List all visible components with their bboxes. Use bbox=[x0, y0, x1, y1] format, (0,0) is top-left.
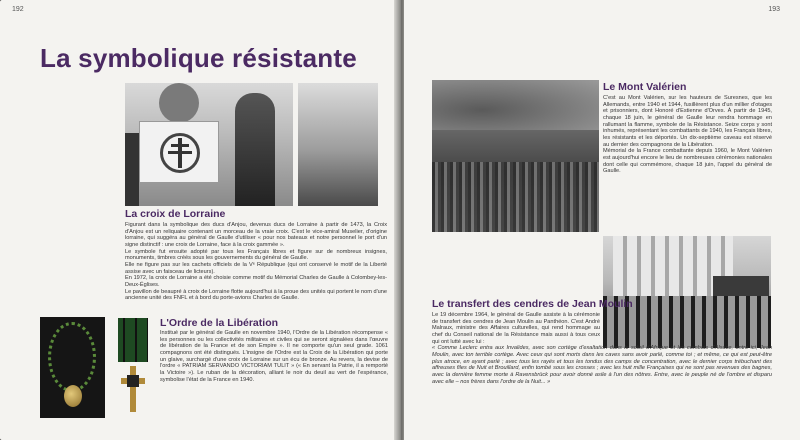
photo-order-collar bbox=[40, 317, 105, 418]
page-title: La symbolique résistante bbox=[40, 43, 357, 73]
section-heading: L'Ordre de la Libération bbox=[160, 317, 279, 329]
paragraph: Institué par le général de Gaulle en novembre 1940, l'Ordre de la Libération récompense « les personnes ou les collectivités militaires et civiles qui se seront signalées dans l'œuvre de libération de la France et de son Empire ». Il ne comporte qu'un seul grade. 1061 compagnons ont été distingués. L'insigne de l'Ordre est la Croix de la Libération qui porte un glaive, surchargé d'une croix de Lorraine sur un écu de bronze. Au revers, la devise de l'ordre « PATRIAM SERVANDO VICTORIAM TULIT » (« En servant la Patrie, il a remporté la Victoire »). Le ruban de la décoration, alliant le noir du deuil au vert de l'espérance, symbolise l'état de la France en 1940. bbox=[160, 330, 388, 383]
section-body bbox=[160, 330, 388, 383]
section-mont-valerien bbox=[603, 81, 772, 175]
left-page bbox=[0, 0, 398, 440]
section-croix-de-lorraine bbox=[125, 208, 387, 302]
paragraph: Figurant dans la symbolique des ducs d'Anjou, devenus ducs de Lorraine à partir de 1473, la Croix d'Anjou est un reliquaire contenant un morceau de la vraie croix. C'est le vice-amiral Muselier, d'origine lorraine, qui suggéra au général de Gaulle d'utiliser « pour nos bateaux et notre personnel le port d'un signe distinctif : une croix de Lorraine, face à la croix gammée ». bbox=[125, 222, 387, 248]
photo-ceremony bbox=[298, 83, 378, 206]
section-jean-moulin bbox=[432, 298, 772, 385]
photo-mont-valerien-ceremony bbox=[432, 80, 599, 232]
section-heading: Le transfert des cendres de Jean Moulin bbox=[432, 298, 633, 310]
photo-figure bbox=[159, 83, 199, 123]
paragraph: En 1972, la croix de Lorraine a été choisie comme motif du Mémorial Charles de Gaulle à Colombey-les-Deux-Églises. bbox=[125, 275, 387, 288]
paragraph: Elle ne figure pas sur les cachets officiels de la Vᵉ République (qui ont conservé le motif de la Liberté assise avec un faisceau de licteurs). bbox=[125, 261, 387, 275]
photo-liberation-cross-medal bbox=[114, 318, 152, 418]
photo-figure bbox=[235, 93, 275, 206]
page-number-left: 192 bbox=[12, 6, 24, 13]
cross-of-lorraine-flag bbox=[139, 121, 219, 183]
section-ordre-de-la-liberation bbox=[160, 317, 388, 383]
page-number-right: 193 bbox=[768, 6, 780, 13]
right-page bbox=[404, 0, 800, 440]
paragraph: C'est au Mont Valérien, sur les hauteurs de Suresnes, que les Allemands, entre 1940 et 1944, fusillèrent plus d'un millier d'otages et prisonniers, dont Honoré d'Estienne d'Orves. À partir de 1945, chaque 18 juin, le général de Gaulle leur rendra hommage en rallumant la flamme, symbole de la Résistance. Seize corps y sont inhumés, représentant les combattants de 1940, les Français libres, les résistants et les déportés. Un dix-septième caveau est réservé au dernier des compagnons de la Libération. bbox=[603, 95, 772, 148]
section-intro: Le 19 décembre 1964, le général de Gaulle assiste à la cérémonie de transfert des cendres de Jean Moulin au Panthéon. C'est André Malraux, ministre des Affaires culturelles, qui rend hommage au chef du Conseil national de la Résistance mais aussi à tous ceux qui ont lutté avec lui : bbox=[432, 312, 600, 345]
photo-figure bbox=[125, 133, 139, 206]
section-body bbox=[125, 222, 387, 302]
photo-cross-of-lorraine-flag bbox=[125, 83, 293, 206]
malraux-quote: « Comme Leclerc entra aux Invalides, avec son cortège d'exaltation dans le soleil d'Afrique et les combats d'Alsace, entre ici, Jean Moulin, avec ton terrible cortège. Avec ceux qui sont morts dans les caves sans avoir parlé, comme toi ; et même, ce qui est peut-être plus atroce, en ayant parlé ; avec tous les rayés et tous les tondus des camps de concentration, avec le dernier corps trébuchant des affreuses files de Nuit et Brouillard, enfin tombé sous les crosses ; avec les huit mille Françaises qui ne sont pas revenues des bagnes, avec la dernière femme morte à Ravensbrück pour avoir donné asile à l'un des nôtres. Entre, avec le peuple né de l'ombre et disparu avec elle – nos frères dans l'ordre de la Nuit... » bbox=[432, 345, 772, 385]
section-heading: La croix de Lorraine bbox=[125, 208, 226, 220]
paragraph: Le symbole fut ensuite adopté par tous les Français libres et figure sur de nombreux insignes, monuments, timbres créés sous les gouvernements du général de Gaulle. bbox=[125, 248, 387, 262]
section-body bbox=[603, 95, 772, 175]
section-heading: Le Mont Valérien bbox=[603, 81, 687, 93]
paragraph: Mémorial de la France combattante depuis 1960, le Mont Valérien est aujourd'hui encore le lieu de nombreuses cérémonies nationales dont celle qui commémore, chaque 18 juin, l'appel du général de Gaulle. bbox=[603, 148, 772, 175]
paragraph: Le pavillon de beaupré à croix de Lorraine flotte aujourd'hui à la proue des unités qui portent le nom d'une ancienne unité des FNFL et à bord du porte-avions Charles de Gaulle. bbox=[125, 288, 387, 302]
